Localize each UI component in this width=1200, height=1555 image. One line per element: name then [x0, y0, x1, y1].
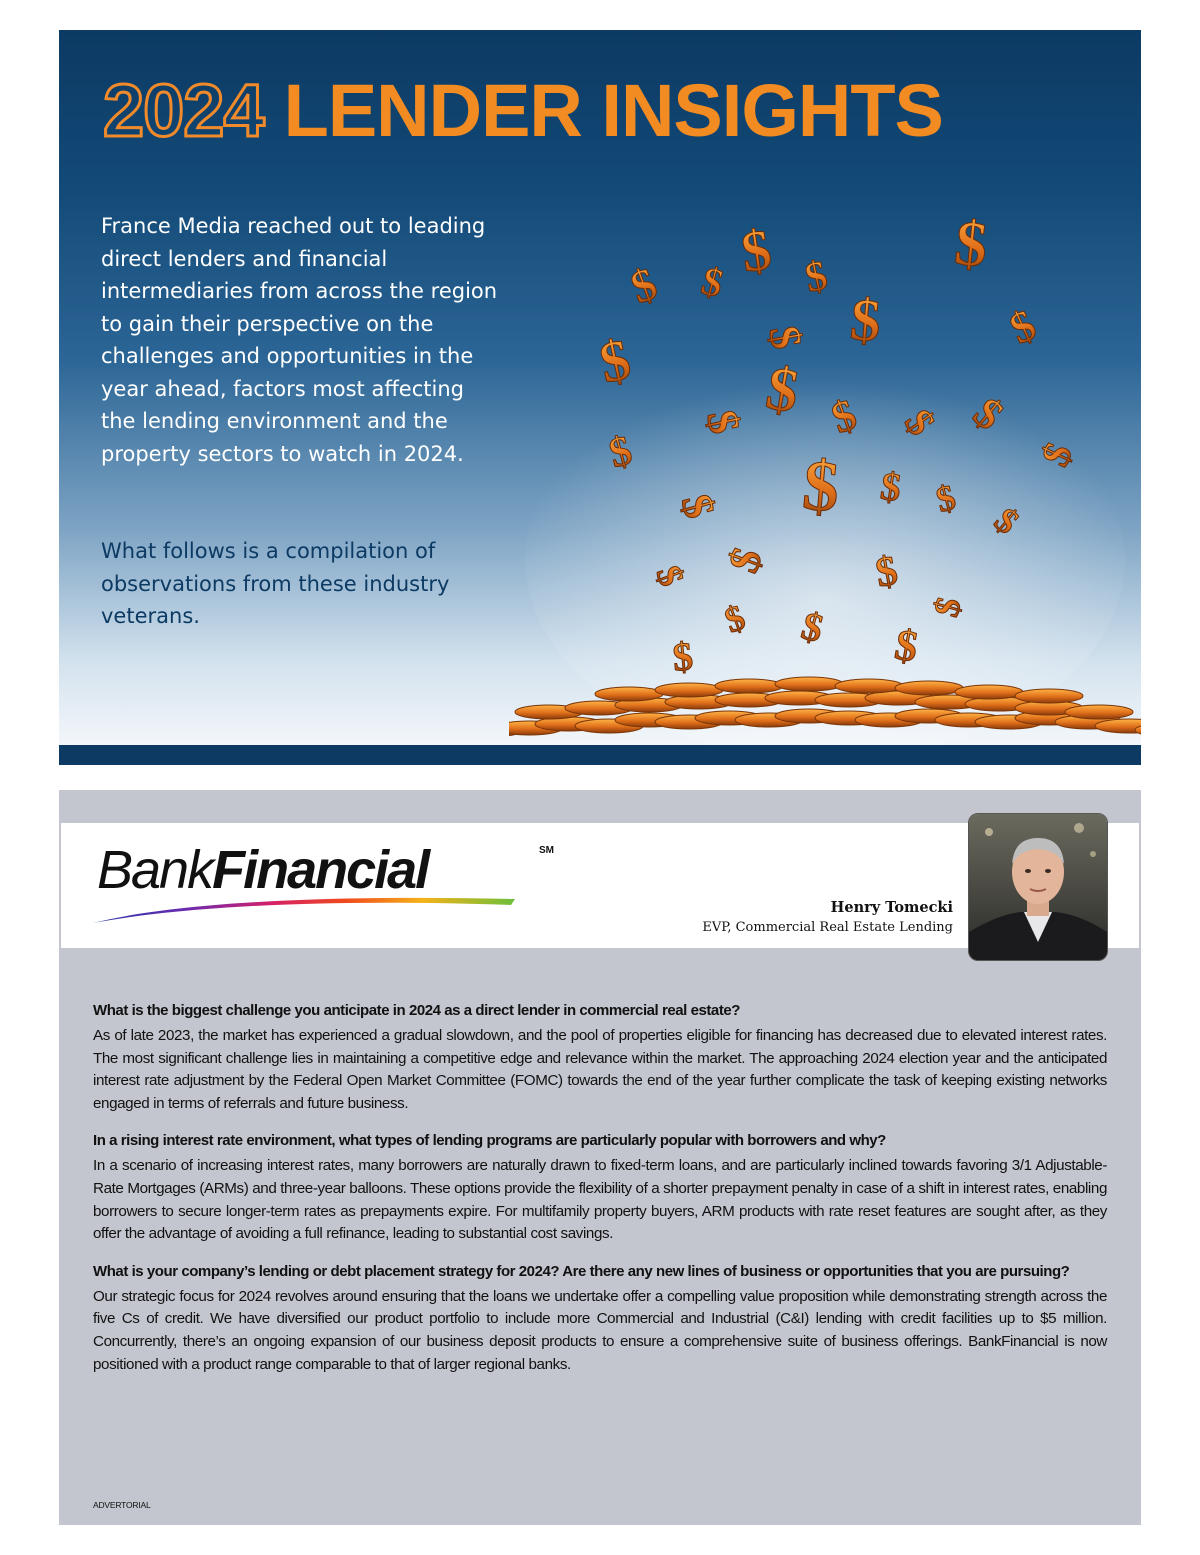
pile-coin — [895, 681, 963, 695]
dollar-sign-icon: $ — [697, 257, 728, 307]
answer-2: In a scenario of increasing interest rates, many borrowers are naturally drawn to fixed-term loans, and are particularly inclined towards favoring 3/1 Adjustable-Rate Mortgages (ARMs) and three-year balloons. These options provide the flexibility of a shorter prepayment penalty in case of a shift in interest rates, enabling borrowers to secure longer-term rates as prepayments expire. For multifamily property buyers, ARM products with rate reset features are sought after, as they offer the advantage of avoiding a full refinance, leading to substantial cost savings. — [93, 1157, 1107, 1243]
logo-part-bank: Bank — [97, 840, 213, 900]
pile-coin — [595, 687, 663, 701]
answer-3: Our strategic focus for 2024 revolves around ensuring that the loans we undertake offer a compelling value proposition while demonstrating strength across the five Cs of credit. We have diversified our product portfolio to include more Commercial and Industrial (C&I) lending with credit facilities up to $5 million. Concurrently, there’s an ongoing expansion of our business deposit products to ensure a comprehensive suite of business offerings. BankFinancial is now positioned with a product range comparable to that of larger regional banks. — [93, 1287, 1107, 1373]
dollar-sign-icon: $ — [872, 547, 902, 597]
dollar-sign-icon: $ — [696, 406, 750, 438]
question-3: What is your company’s lending or debt placement strategy for 2024? Are there any new lines of business or opportunities that you are pursuing? — [93, 1262, 1070, 1280]
logo-wordmark — [97, 840, 429, 900]
title-year: 2024 — [103, 69, 264, 152]
followup-paragraph: What follows is a compilation of observations from these industry veterans. — [101, 539, 450, 628]
dollar-sign-icon: $ — [964, 388, 1013, 440]
logo-part-financial: Financial — [212, 840, 429, 900]
dollar-sign-icon: $ — [1032, 435, 1082, 473]
dollar-sign-icon: $ — [759, 322, 812, 353]
portrait-photo — [968, 813, 1108, 961]
dollar-sign-icon: $ — [986, 499, 1027, 542]
dollar-sign-icon: $ — [801, 252, 832, 302]
pile-coin — [715, 679, 783, 693]
person-title: EVP, Commercial Real Estate Lending — [702, 920, 953, 935]
dollar-sign-icon: $ — [604, 427, 637, 478]
dollar-sign-icon: $ — [1002, 300, 1044, 354]
dollar-sign-icon: $ — [761, 354, 804, 427]
dollar-sign-icon: $ — [932, 476, 960, 521]
dollar-sign-icon: $ — [718, 541, 773, 579]
question-2: In a rising interest rate environment, what types of lending programs are particularly popular with borrowers and why? — [93, 1132, 886, 1150]
dollar-sign-icon: $ — [799, 444, 843, 528]
qa-section — [93, 1000, 1107, 1391]
title-text: LENDER INSIGHTS — [283, 69, 943, 152]
dollar-sign-icon: $ — [847, 285, 884, 355]
dollar-sign-icon: $ — [670, 633, 695, 680]
pile-coin — [1015, 689, 1083, 703]
pile-coin — [955, 685, 1023, 699]
dollar-sign-icon: $ — [737, 216, 776, 285]
dollar-sign-icon: $ — [877, 462, 904, 511]
bankfinancial-logo — [91, 837, 554, 937]
hero-banner — [59, 30, 1141, 765]
dollar-coins-illustration — [509, 200, 1141, 750]
dollar-sign-icon: $ — [895, 401, 945, 444]
dollar-sign-icon: $ — [925, 593, 970, 621]
pile-coin — [1065, 705, 1133, 719]
hero-bottom-band — [59, 745, 1141, 765]
page-title — [103, 69, 943, 152]
pile-coin — [835, 679, 903, 693]
intro-paragraph: France Media reached out to leading direct lenders and financial intermediaries from across the region to gain their perspective on the challenges and opportunities in the year ahead, factors most affecting the lending environment and the property sectors to watch in 2024. — [101, 214, 498, 466]
dollar-sign-icon: $ — [594, 326, 636, 396]
rainbow-swoosh-icon — [91, 893, 521, 925]
pile-coin — [775, 677, 843, 691]
portrait-illustration — [969, 814, 1107, 960]
dollar-sign-icon: $ — [624, 257, 664, 314]
dollar-sign-icon: $ — [891, 619, 922, 672]
dollar-sign-icon: $ — [825, 389, 863, 444]
question-1: What is the biggest challenge you anticipate in 2024 as a direct lender in commercial real estate? — [93, 1002, 740, 1019]
dollar-sign-icon: $ — [951, 206, 991, 281]
person-name: Henry Tomecki — [830, 899, 953, 916]
dollar-sign-icon: $ — [671, 489, 725, 524]
dollar-sign-icon: $ — [648, 560, 693, 592]
answer-1: As of late 2023, the market has experienced a gradual slowdown, and the pool of properties eligible for financing has decreased due to elevated interest rates. The most significant challenge lies in maintaining a competitive edge and relevance within the market. The approaching 2024 election year and the anticipated interest rate adjustment by the Federal Open Market Committee (FOMC) towards the end of the year further complicate the task of keeping existing networks engaged in terms of referrals and future business. — [93, 1027, 1107, 1112]
pile-coin — [655, 683, 723, 697]
dollar-sign-icon: $ — [719, 596, 751, 641]
dollar-sign-icon: $ — [797, 602, 828, 652]
logo-service-mark: SM — [539, 845, 554, 856]
advertorial-label: ADVERTORIAL — [93, 1500, 151, 1510]
